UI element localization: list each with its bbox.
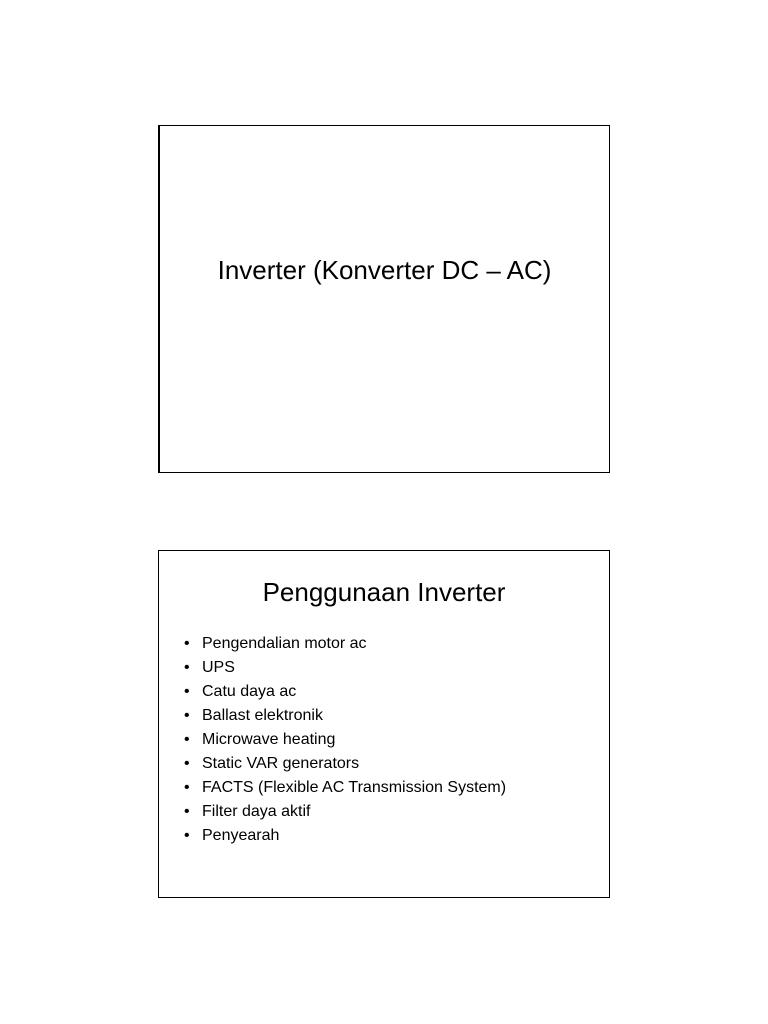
list-item bbox=[184, 656, 506, 680]
slide-title bbox=[158, 125, 610, 473]
bullet-icon: • bbox=[184, 707, 190, 724]
list-item bbox=[184, 800, 506, 824]
list-item bbox=[184, 704, 506, 728]
bullet-icon: • bbox=[184, 683, 190, 700]
slide-uses-heading: Penggunaan Inverter bbox=[262, 577, 506, 607]
bullet-icon: • bbox=[184, 779, 190, 796]
bullet-icon: • bbox=[184, 803, 190, 820]
list-item bbox=[184, 776, 506, 800]
slide-title-heading: Inverter (Konverter DC – AC) bbox=[217, 255, 552, 285]
list-item-text: FACTS (Flexible AC Transmission System) bbox=[202, 779, 507, 796]
list-item bbox=[184, 632, 506, 656]
bullet-icon: • bbox=[184, 635, 190, 652]
bullet-icon: • bbox=[184, 755, 190, 772]
list-item-text: Catu daya ac bbox=[202, 683, 297, 700]
list-item-text: Penyearah bbox=[202, 827, 280, 844]
list-item bbox=[184, 680, 506, 704]
bullet-icon: • bbox=[184, 827, 190, 844]
list-item-text: Microwave heating bbox=[202, 731, 336, 748]
list-item-text: Ballast elektronik bbox=[202, 707, 323, 724]
bullet-list bbox=[184, 632, 506, 848]
list-item-text: Static VAR generators bbox=[202, 755, 360, 772]
bullet-icon: • bbox=[184, 731, 190, 748]
bullet-icon: • bbox=[184, 659, 190, 676]
list-item bbox=[184, 824, 506, 848]
list-item-text: Filter daya aktif bbox=[202, 803, 311, 820]
list-item bbox=[184, 752, 506, 776]
list-item-text: UPS bbox=[202, 659, 235, 676]
list-item-text: Pengendalian motor ac bbox=[202, 635, 367, 652]
slide-uses bbox=[158, 550, 610, 898]
list-item bbox=[184, 728, 506, 752]
